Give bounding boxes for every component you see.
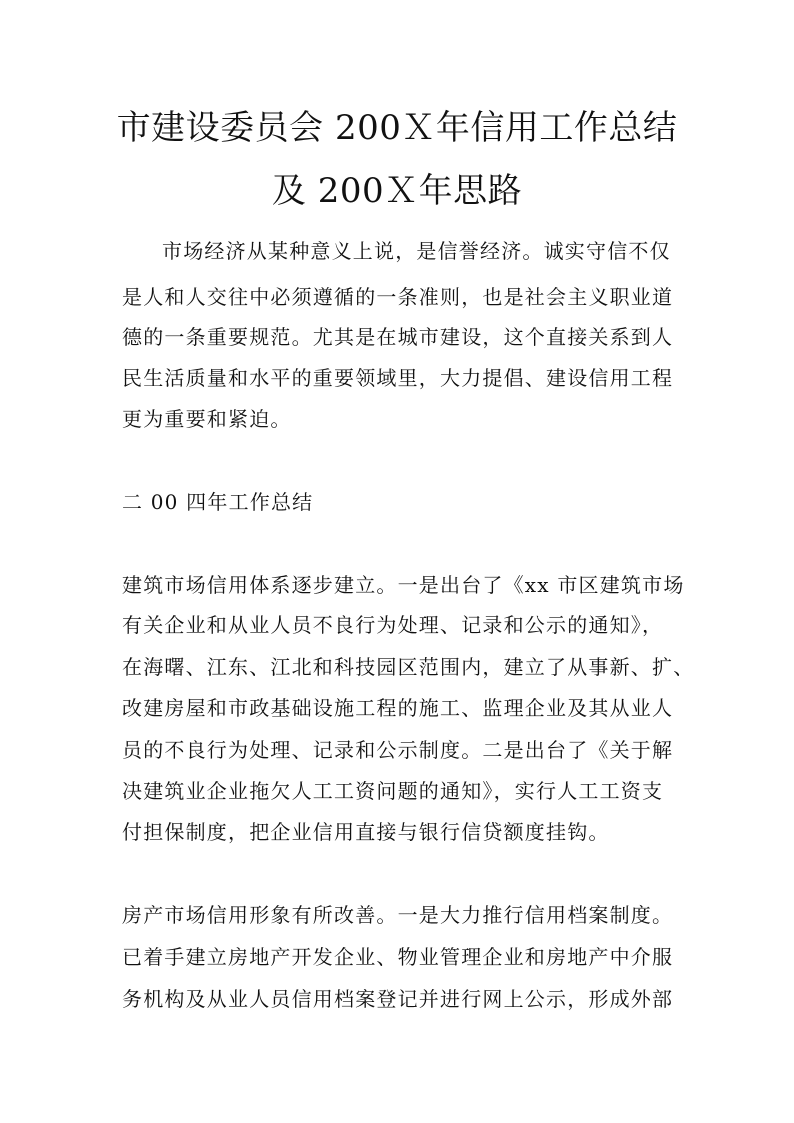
section-heading: 二 00 四年工作总结 xyxy=(122,490,314,514)
document-title-line-1: 市建设委员会 200Ｘ年信用工作总结 xyxy=(116,108,678,148)
paragraph-line: 德的一条重要规范。尤其是在城市建设，这个直接关系到人 xyxy=(122,325,674,349)
paragraph-line: 更为重要和紧迫。 xyxy=(122,407,292,431)
paragraph-line: 房产市场信用形象有所改善。一是大力推行信用档案制度。 xyxy=(122,903,674,927)
paragraph-line: 决建筑业企业拖欠人工工资问题的通知》，实行人工工资支 xyxy=(122,779,664,803)
document-title-line-2: 及 200Ｘ年思路 xyxy=(271,171,523,211)
paragraph-line: 建筑市场信用体系逐步建立。一是出台了《xx 市区建筑市场 xyxy=(122,573,685,597)
paragraph-line: 已着手建立房地产开发企业、物业管理企业和房地产中介服 xyxy=(122,945,674,969)
paragraph-line: 改建房屋和市政基础设施工程的施工、监理企业及其从业人 xyxy=(122,696,674,720)
paragraph-line: 市场经济从某种意义上说，是信誉经济。诚实守信不仅 xyxy=(162,239,671,263)
paragraph-line: 付担保制度，把企业信用直接与银行信贷额度挂钩。 xyxy=(122,820,610,844)
paragraph-line: 民生活质量和水平的重要领域里，大力提倡、建设信用工程 xyxy=(122,366,674,390)
paragraph-line: 务机构及从业人员信用档案登记并进行网上公示，形成外部 xyxy=(122,987,674,1011)
paragraph-line: 有关企业和从业人员不良行为处理、记录和公示的通知》， xyxy=(122,613,664,637)
paragraph-line: 是人和人交往中必须遵循的一条准则，也是社会主义职业道 xyxy=(122,285,674,309)
paragraph-line: 在海曙、江东、江北和科技园区范围内，建立了从事新、扩、 xyxy=(122,655,695,679)
paragraph-line: 员的不良行为处理、记录和公示制度。二是出台了《关于解 xyxy=(122,738,674,762)
